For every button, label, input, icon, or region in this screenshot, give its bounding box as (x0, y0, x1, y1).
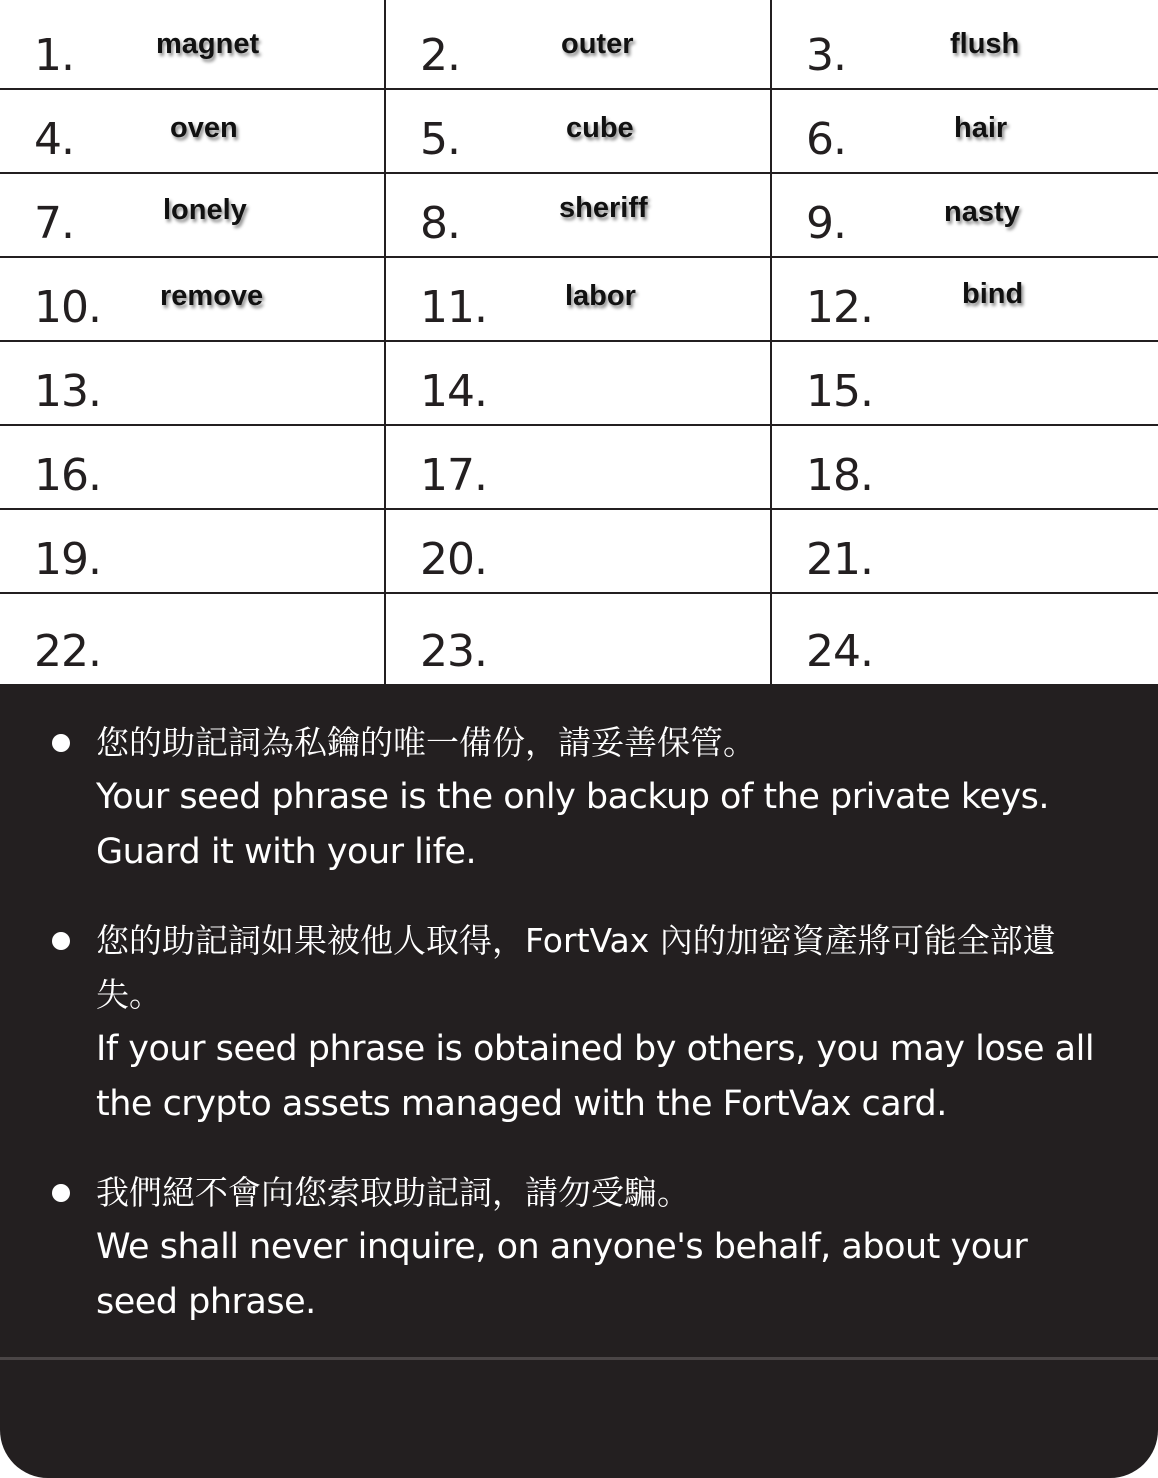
note-text-en: Your seed phrase is the only backup of the private keys. Guard it with your life. (96, 777, 1049, 872)
bullet-icon (52, 1184, 70, 1202)
seed-cell-14 (386, 342, 772, 426)
seed-cell-18 (772, 426, 1158, 510)
seed-number: 13. (34, 366, 101, 417)
seed-cell-7 (0, 174, 386, 258)
note-text-en: We shall never inquire, on anyone's behalf, about your seed phrase. (96, 1227, 1028, 1322)
seed-cell-13 (0, 342, 386, 426)
seed-cell-16 (0, 426, 386, 510)
seed-number: 17. (420, 450, 487, 501)
seed-cell-21 (772, 510, 1158, 594)
seed-number: 7. (34, 198, 74, 249)
note-text-zh: 您的助記詞如果被他人取得，FortVax 內的加密資產將可能全部遺失。 (96, 921, 1056, 1014)
bullet-icon (52, 734, 70, 752)
seed-cell-5 (386, 90, 772, 174)
seed-cell-19 (0, 510, 386, 594)
seed-number: 16. (34, 450, 101, 501)
seed-number: 2. (420, 30, 460, 81)
warning-note-1 (0, 716, 1158, 880)
seed-cell-11 (386, 258, 772, 342)
seed-number: 22. (34, 626, 101, 677)
seed-word: labor (565, 280, 636, 312)
seed-word: bind (962, 278, 1024, 310)
seed-word: nasty (944, 196, 1020, 228)
warning-note-3 (0, 1166, 1158, 1330)
seed-number: 6. (806, 114, 846, 165)
seed-number: 15. (806, 366, 873, 417)
seed-word: remove (160, 280, 264, 312)
seed-cell-23 (386, 594, 772, 684)
seed-cell-8 (386, 174, 772, 258)
seed-word: cube (566, 112, 634, 144)
seed-number: 9. (806, 198, 846, 249)
note-text-zh: 我們絕不會向您索取助記詞，請勿受騙。 (96, 1173, 690, 1212)
seed-number: 20. (420, 534, 487, 585)
seed-cell-17 (386, 426, 772, 510)
seed-word: magnet (156, 28, 260, 60)
seed-word: outer (561, 28, 634, 60)
seed-word: lonely (163, 194, 247, 226)
seed-number: 23. (420, 626, 487, 677)
warning-note-2 (0, 914, 1158, 1132)
seed-cell-3 (772, 0, 1158, 90)
seed-word: sheriff (559, 192, 648, 224)
panel-divider (0, 1357, 1158, 1360)
seed-number: 12. (806, 282, 873, 333)
seed-cell-20 (386, 510, 772, 594)
note-text-en: If your seed phrase is obtained by others, you may lose all the crypto assets managed with the FortVax card. (96, 1029, 1095, 1124)
seed-number: 11. (420, 282, 487, 333)
seed-number: 8. (420, 198, 460, 249)
seed-cell-10 (0, 258, 386, 342)
seed-number: 14. (420, 366, 487, 417)
seed-cell-2 (386, 0, 772, 90)
seed-cell-24 (772, 594, 1158, 684)
seed-number: 21. (806, 534, 873, 585)
seed-phrase-grid (0, 0, 1158, 686)
seed-number: 5. (420, 114, 460, 165)
seed-number: 1. (34, 30, 74, 81)
seed-word: hair (954, 112, 1008, 144)
note-text-zh: 您的助記詞為私鑰的唯一備份，請妥善保管。 (96, 723, 756, 762)
seed-cell-22 (0, 594, 386, 684)
seed-cell-4 (0, 90, 386, 174)
seed-number: 18. (806, 450, 873, 501)
seed-number: 3. (806, 30, 846, 81)
warning-notes (0, 716, 1158, 1364)
warning-panel (0, 686, 1158, 1478)
seed-cell-12 (772, 258, 1158, 342)
seed-number: 19. (34, 534, 101, 585)
seed-word: flush (950, 28, 1020, 60)
seed-cell-9 (772, 174, 1158, 258)
seed-cell-1 (0, 0, 386, 90)
seed-number: 24. (806, 626, 873, 677)
seed-cell-15 (772, 342, 1158, 426)
seed-number: 10. (34, 282, 101, 333)
seed-cell-6 (772, 90, 1158, 174)
bullet-icon (52, 932, 70, 950)
seed-number: 4. (34, 114, 74, 165)
seed-word: oven (170, 112, 238, 144)
